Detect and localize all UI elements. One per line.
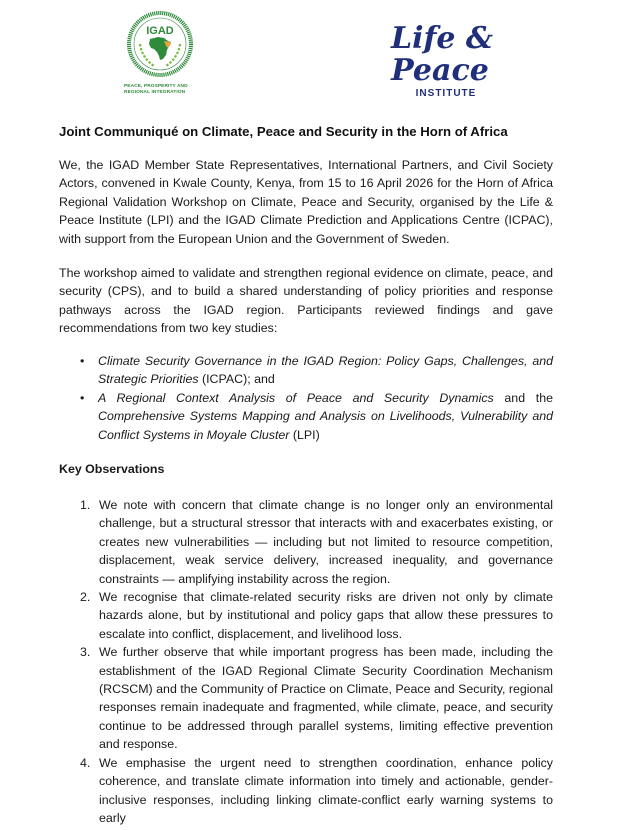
igad-emblem-icon [124, 8, 196, 84]
life-and-peace-institute-logo [390, 14, 500, 100]
lpi-wordmark-icon [390, 14, 500, 100]
list-item: • Climate Security Governance in the IGAD Region: Policy Gaps, Challenges, and Strategic Priorities (ICPAC); and [80, 354, 553, 387]
svg-text:Peace: Peace [391, 53, 489, 88]
list-item: 4. We emphasise the urgent need to strengthen coordination, enhance policy coherence, and translate climate information into timely and actionable, gender-inclusive responses, including linking climate-conflict early warning systems to early [80, 755, 553, 825]
igad-tagline: PEACE, PROSPERITY AND REGIONAL INTEGRATION [124, 84, 188, 95]
key-observations-heading: Key Observations [59, 462, 165, 476]
workshop-aim-paragraph: The workshop aimed to validate and strengthen regional evidence on climate, peace, and security (CPS), and to build a shared understanding of policy priorities and response pathways across the IGAD region. Participants reviewed findings and gave recommendations from two key studies: [59, 266, 553, 336]
svg-text:INSTITUTE: INSTITUTE [415, 88, 477, 99]
svg-text:IGAD: IGAD [146, 25, 174, 37]
document-title: Joint Communiqué on Climate, Peace and Security in the Horn of Africa [59, 124, 508, 139]
svg-text:Life &: Life & [390, 21, 494, 56]
studies-list [80, 352, 553, 444]
observations-list [80, 496, 553, 827]
bullet-icon: • [80, 354, 85, 368]
intro-paragraph: We, the IGAD Member State Representatives, International Partners, and Civil Society Actors, convened in Kwale County, Kenya, from 15 to 16 April 2026 for the Horn of Africa Regional Validation Workshop on Climate, Peace and Security, organised by the Life & Peace Institute (LPI) and the IGAD Climate Prediction and Applications Centre (ICPAC), with support from the European Union and the Government of Sweden. [59, 158, 553, 246]
list-item: • A Regional Context Analysis of Peace and Security Dynamics and the Comprehensive Systems Mapping and Analysis on Livelihoods, Vulnerability and Conflict Systems in Moyale Cluster (LPI) [80, 390, 553, 442]
list-item: 1. We note with concern that climate change is no longer only an environmental challenge, but a structural stressor that interacts with and exacerbates existing, or creates new vulnerabilities — including but not limited to resource competition, displacement, weak service delivery, increased inequality, and governance constraints — amplifying instability across the region. [80, 498, 553, 586]
list-item: 2. We recognise that climate-related security risks are driven not only by climate hazards alone, but by institutional and policy gaps that allow these pressures to escalate into conflict, displacement, and livelihood loss. [80, 590, 553, 641]
bullet-icon: • [80, 390, 85, 405]
list-item: 3. We further observe that while important progress has been made, including the establishment of the IGAD Regional Climate Security Coordination Mechanism (RCSCM) and the Community of Practice on Climate, Peace and Security, regional responses remain inadequate and fragmented, while climate, peace, and security continue to be addressed through parallel systems, limiting effective prevention and response. [80, 645, 553, 752]
